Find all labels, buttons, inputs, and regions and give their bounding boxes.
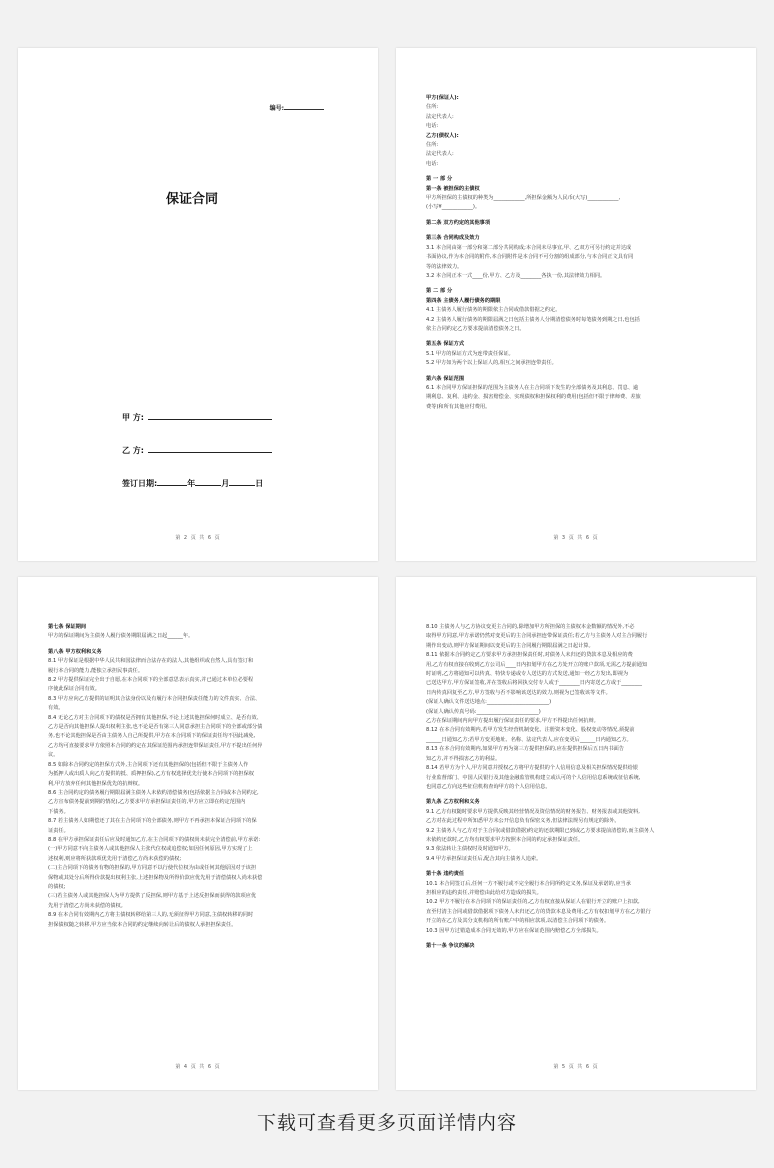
text-line: 3.1 本合同由第一部分和第二部分共同构成;本合同未尽事宜,甲、乙双方可另行约定并达成 [426, 244, 632, 251]
text-line: 履行本合同的能力,能独立承担民事责任。 [48, 667, 144, 674]
page-number: 第 5 页 共 6 页 [553, 1064, 599, 1070]
text-line: 的债权; [48, 883, 66, 890]
day-label: 日 [255, 479, 264, 488]
text-line: 8.7 若主债务人如期偿还了其在主合同项下的全部债务,则甲方不再承担本保证合同项下的保 [48, 818, 257, 825]
text-line: 期利息、复利、违约金、损害赔偿金、实现债权和担保权利的费用(包括但不限于律师费、差旅 [426, 394, 641, 401]
party-a-line [122, 410, 272, 423]
text-line: 6.1 本合同甲方保证担保的范围为主债务人在主合同项下发生的全部债务及其利息、罚息、逾 [426, 384, 639, 391]
text-line: 9.2 主债务人与乙方对于主合同(或借款借据)约定的还款期限已到或乙方要求提前清偿的,而主债务人 [426, 827, 655, 834]
day-blank [229, 476, 255, 486]
text-line: 也同意乙方向这些征信机构查询甲方的个人信用信息。 [426, 783, 551, 790]
text-line: 8.9 在本合同有效期内乙方将主债权转移给第三人的,无须征得甲方同意,主债权转移的同时 [48, 912, 254, 919]
party-b-label: 乙 方: [122, 446, 144, 455]
text-line: 已送达甲方,甲方保证签收,并在签收后将回执交付专人或于________日内寄送乙方或于________ [426, 680, 642, 687]
text-line: 利,甲方放弃任何其他担保优先的抗辩权。 [48, 780, 144, 787]
text-line: 4.2 主债务人履行债务的期限届满之日包括主债务人分期清偿债务时每笔债务到期之日,也包括 [426, 316, 640, 323]
text-line: 乙方是否向其他担保人提出权利主张,也不论是否有第三人同意承担主合同项下的全部或部分债 [48, 724, 263, 731]
text-line: 知乙方,并不得损害乙方的利益。 [426, 755, 501, 762]
text-line: 序使此保证合同有效。 [48, 686, 100, 693]
section-heading: 乙方(债权人): [426, 132, 459, 139]
sign-date-line [122, 476, 263, 489]
page-number: 第 4 页 共 6 页 [175, 1064, 221, 1070]
text-line: (二)主合同项下的债务有物的担保的,甲方同意不以行使代位权为由或任何其他原因对于该担 [48, 865, 257, 872]
party-a-label: 甲 方: [122, 413, 144, 422]
text-line: 用,乙方有权直接在收到乙方公司后____日内扣划甲方在乙方处开立的账户款项,无需乙方提前通知 [426, 661, 648, 668]
text-line: (一)甲方同意不向主债务人或其他担保人主张代位权或追偿权;如因任何原因,甲方实现了上 [48, 846, 253, 853]
text-line: 日内传真回复至乙方,甲方签收与否不影响该送达的效力,则视为已签收该等文件。 [426, 689, 611, 696]
text-line: 8.11 依据本合同约定乙方要求甲方承担担保责任时,对债务人未归还的贷款本息及相应的费 [426, 652, 633, 659]
page-cover [18, 48, 378, 561]
text-line: 8.3 甲方应向乙方提供的证明其合法身份以及有履行本合同担保责任能力的文件真实、合法、 [48, 695, 261, 702]
text-line: 乙方在保证期间内向甲方提出履行保证责任的要求,甲方不得提出任何抗辩。 [426, 718, 599, 725]
section-heading: 第四条 主债务人履行债务的期限 [426, 297, 501, 304]
page-creditor-and-liability [396, 577, 756, 1090]
section-heading: 第七条 保证期间 [48, 624, 87, 630]
text-line: 4.1 主债务人履行债务的期限依主合同或借款借据之约定。 [426, 307, 561, 314]
section-heading: 第十一条 争议的解决 [426, 943, 475, 949]
text-line: 担保债权随之转移,甲方应当依本合同的约定继续向转让后的债权人承担担保责任。 [48, 921, 237, 928]
page-guarantor-obligations [18, 577, 378, 1090]
text-line: 电话: [426, 123, 439, 130]
text-line: 10.3 因甲方过错造成本合同无效的,甲方应在保证范围内赔偿乙方全部损失。 [426, 927, 602, 934]
section-heading: 第 一 部 分 [426, 176, 453, 183]
text-line: 乙方对在此过程中所知悉甲方未公开信息负有保密义务,但法律法规另有规定的除外。 [426, 818, 620, 825]
text-line: 10.1 本合同签订后,任何一方不履行或不完全履行本合同所约定义务,保证及承诺的,应当承 [426, 880, 631, 887]
party-b-line [122, 443, 272, 456]
text-line: 住所: [426, 104, 439, 111]
month-label: 月 [221, 479, 230, 488]
text-line: 8.14 若甲方为个人,甲方同意并授权乙方将甲方提供的个人信用信息及相关担保情况提供给银 [426, 765, 638, 772]
section-heading: 第二条 双方约定的其他事项 [426, 219, 491, 226]
text-line: 3.2 本合同正本一式____份,甲方、乙方及________各执一份,其法律效力相同。 [426, 272, 606, 279]
text-line: 乙方宣布债务提前到期的情况),乙方要求甲方承担保证责任的,甲方应立即在约定范围内 [48, 799, 246, 806]
text-line: 8.10 主债务人与乙方协议变更主合同的,除增加甲方所担保的主债权本金数额的情况外,不必 [426, 624, 635, 630]
text-line: 行业监督部门、中国人民银行及其他金融监管机构建立或认可的个人信用信息系统或征信系统, [426, 774, 641, 781]
text-line: 8.8 在甲方承担保证责任后应及时通知乙方,在主合同项下的债权尚未获完全清偿前,甲方承诺: [48, 836, 261, 843]
text-line: 5.2 甲方如为两个以上保证人的,相互之间承担连带责任。 [426, 360, 557, 367]
text-line: 电话: [426, 160, 439, 167]
text-line: 议。 [48, 752, 59, 759]
text-line: 8.12 在本合同有效期内,若甲方发生经营机制变化、注册资本变化、股权变动等情况,须提前 [426, 727, 635, 734]
text-line: 等的法律效力。 [426, 263, 463, 270]
text-line: (小写¥____________)。 [426, 204, 481, 211]
contract-number [270, 103, 324, 112]
text-line: 务,也不论其他担保是否由主债务人自己所提供,甲方在本合同项下的保证责任均不因此减免, [48, 733, 256, 740]
section-heading: 第九条 乙方权利和义务 [426, 799, 480, 806]
section-heading: 第一条 被担保的主债权 [426, 185, 480, 192]
text-line: 乙方均可直接要求甲方依照本合同的约定在其保证范围内承担连带保证责任,甲方不提出任何异 [48, 742, 263, 749]
text-line: 费等)和所有其他应付费用。 [426, 403, 491, 410]
page-body [48, 623, 348, 930]
text-line: 10.2 甲方不履行在本合同项下的保证责任的,乙方有权直接从保证人在银行开立的账户上扣款, [426, 899, 640, 906]
party-a-blank [148, 410, 272, 420]
text-line: 法定代表人: [426, 113, 454, 120]
text-line: 书面协议,作为本合同的附件,本合同附件是本合同不可分割的组成部分,与本合同正文具有同 [426, 254, 634, 261]
download-caption: 下载可查看更多页面详情内容 [256, 1112, 517, 1134]
text-line: 保物或其处分后所得价款提出权利主张,上述担保物及所得价款应优先用于清偿债权人尚未获偿 [48, 874, 263, 881]
text-line: 直至付清主合同或借款借据项下债务人未归还乙方的贷款本息及费用;乙方有权扣划甲方在乙方银行 [426, 908, 651, 915]
section-heading: 甲方(保证人): [426, 95, 459, 101]
text-line: ______日通知乙方;若甲方变更地址、名称、法定代表人,应在变更后______日内通知乙方。 [426, 736, 632, 743]
text-line: 证责任。 [48, 827, 69, 834]
text-line: 时证明,乙方将通知可以传真、特快专递或专人送达的方式发送,通知一经乙方发出,即视为 [426, 671, 629, 678]
text-line: 9.3 依法转让主债权时及时通知甲方。 [426, 846, 514, 853]
section-heading: 第 二 部 分 [426, 288, 453, 295]
section-heading: 第五条 保证方式 [426, 341, 465, 348]
contract-number-blank [284, 103, 324, 110]
text-line: 8.13 在本合同有效期内,如果甲方再为第三方提供担保的,应在提供担保后五日内书面告 [426, 746, 625, 753]
text-line: 开立的在乙方及其分支机构的所有账户中的相应款项,以清偿主合同项下的债务。 [426, 918, 610, 925]
text-line: 甲方的保证期间为主债务人履行债务期限届满之日起______年。 [48, 633, 194, 640]
page-number: 第 2 页 共 6 页 [175, 535, 221, 541]
text-line: (三)若主债务人或其他担保人为甲方提供了反担保,则甲方基于上述反担保而获得的款项应优 [48, 893, 257, 900]
month-blank [195, 476, 221, 486]
text-line: 9.1 乙方有权随时要求甲方提供反映其经营情况及资信情况的财务报告、财务报表或其他资料, [426, 808, 640, 815]
party-b-blank [148, 443, 272, 453]
text-line: 为抵押人或出质人向乙方提供的抵、质押担保),乙方有权选择优先行使本合同项下的担保权 [48, 771, 254, 778]
page-number: 第 3 页 共 6 页 [553, 535, 599, 541]
text-line: 5.1 甲方的保证方式为连带责任保证。 [426, 350, 514, 357]
text-line: 期作出变动,则甲方保证期间以变更后的主合同履行期限届满之日起计算。 [426, 642, 594, 649]
page-body [426, 623, 726, 951]
section-heading: 第八条 甲方权利和义务 [48, 648, 102, 655]
text-line: 先用于清偿乙方尚未获偿的债权。 [48, 902, 126, 909]
section-heading: 第三条 合同构成及效力 [426, 235, 480, 242]
text-line: 9.4 甲方承担保证责任后,配合其向主债务人追索。 [426, 855, 542, 862]
contract-number-label: 编号: [269, 105, 284, 112]
year-label: 年 [187, 479, 196, 488]
section-heading: 第十条 违约责任 [426, 871, 465, 878]
text-line: 8.4 无论乙方对主合同项下的债权是否拥有其他担保,不论上述其他担保何时成立、是否有效、 [48, 714, 262, 721]
page-body [426, 94, 726, 412]
text-line: (保证人确认文件送达地点:________________________) [426, 699, 552, 706]
text-line: 8.1 甲方保证是根据中华人民共和国法律而合法存在的法人,其他组织或自然人,具有签订和 [48, 658, 254, 665]
text-line: 取得甲方同意,甲方承诺仍然对变更后的主合同承担连带保证责任;若乙方与主债务人对主合同履行 [426, 633, 648, 640]
text-line: 8.2 甲方提供保证完全出于自愿,在本合同项下的全部意思表示真实,并已通过本单位必要程 [48, 677, 254, 684]
contract-title: 保证合同 [166, 192, 219, 207]
text-line: 依主合同约定乙方要求提前清偿债务之日。 [426, 325, 525, 332]
sign-date-label: 签订日期: [122, 479, 158, 488]
text-line: 述权利,则应将所获款项优先用于清偿乙方尚未获偿的债权; [48, 855, 182, 862]
page-parties-and-terms [396, 48, 756, 561]
text-line: 甲方所担保的主债权的种类为____________,所担保金额为人民币(大写)____________, [426, 195, 621, 202]
text-line: 未依约还款时,乙方均有权要求甲方按照本合同的约定承担保证责任。 [426, 836, 584, 843]
text-line: 住所: [426, 142, 439, 149]
text-line: 法定代表人: [426, 151, 454, 158]
text-line: 担相应的违约责任,并赔偿由此给对方造成的损失。 [426, 889, 542, 896]
text-line: 8.6 主合同约定的债务履行期限届满主债务人未依约清偿债务(包括依据主合同或本合同约定, [48, 789, 259, 796]
section-heading: 第六条 保证范围 [426, 375, 465, 382]
text-line: (保证人确认传真号码:________________________) [426, 708, 541, 715]
text-line: 8.5 如除本合同约定的担保方式外,主合同项下还有其他担保的(包括但不限于主债务人作 [48, 761, 249, 768]
text-line: 有效。 [48, 705, 64, 712]
year-blank [157, 476, 187, 486]
text-line: 下债务。 [48, 808, 69, 815]
